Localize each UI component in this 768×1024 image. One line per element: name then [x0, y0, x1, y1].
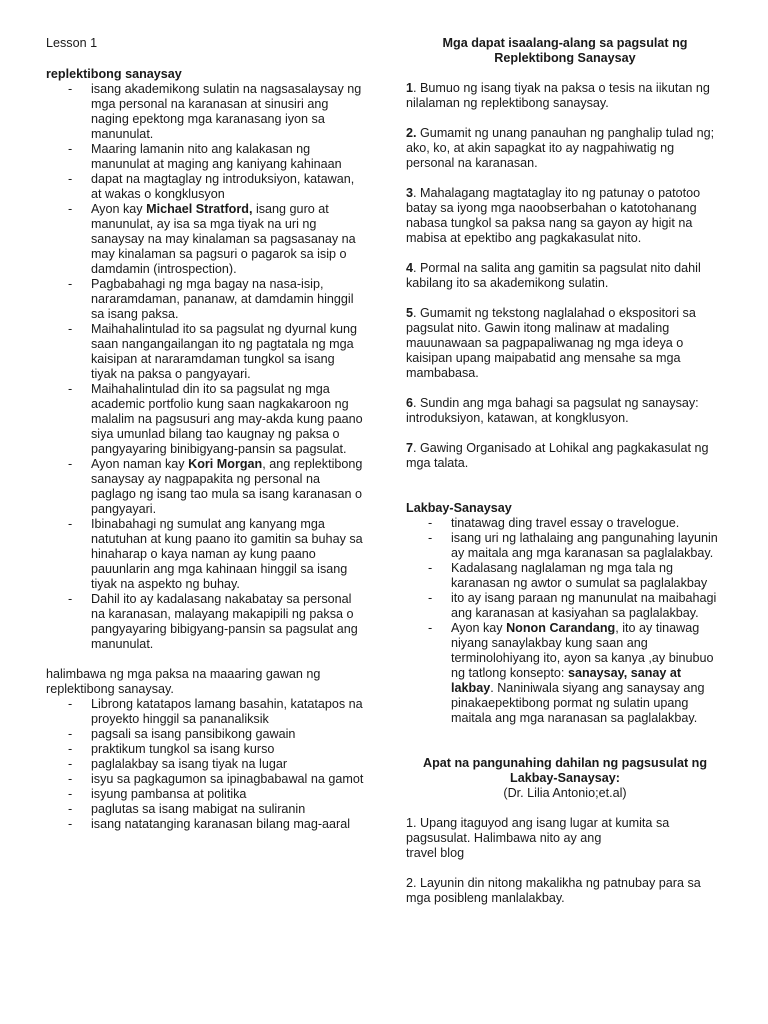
- author-name-stratford: Michael Stratford,: [146, 202, 253, 216]
- definition-list: [46, 82, 364, 652]
- list-item: - Maihahalintulad din ito sa pagsulat ng mga academic portfolio kung saan nagkakaroon ng malalim na pagsusuri ang may-akda kung paano siya umunlad bilang tao kaugnay ng paksa o pangyayaring binibigyang-pansin sa pagsulat.: [46, 382, 364, 457]
- list-item: - Ayon naman kay Kori Morgan, ang replektibong sanaysay ay nagpapakita ng personal na paglago ng isang tao mula sa isang karanasan o pangyayari.: [46, 457, 364, 517]
- section-title-replektibong-sanaysay: replektibong sanaysay: [46, 67, 182, 81]
- section-title-lakbay-sanaysay: Lakbay-Sanaysay: [406, 501, 512, 515]
- list-item: - isyu sa pagkagumon sa ipinagbabawal na gamot: [46, 772, 364, 787]
- reason-item: 2. Layunin din nitong makalikha ng patnubay para sa mga posibleng manlalakbay.: [406, 876, 701, 905]
- list-item: - Kadalasang naglalaman ng mga tala ng karanasan ng awtor o sumulat sa paglalakbay: [406, 561, 724, 591]
- reason-item: 1. Upang itaguyod ang isang lugar at kumita sa pagsusulat. Halimbawa nito ay ang travel blog: [406, 816, 670, 860]
- list-item: - isang akademikong sulatin na nagsasalaysay ng mga personal na karanasan at sinusiri ang naging epektong mga karanasang iyon sa manunulat.: [46, 82, 364, 142]
- lakbay-list: [406, 516, 724, 726]
- list-item: - ito ay isang paraan ng manunulat na maibahagi ang karanasan at kasiyahan sa paglalakbay.: [406, 591, 724, 621]
- examples-intro: halimbawa ng mga paksa na maaaring gawan ng replektibong sanaysay.: [46, 667, 321, 696]
- list-item: - Ayon kay Michael Stratford, isang guro at manunulat, ay isa sa mga tiyak na uri ng sanaysay na may kinalaman sa pagsasanay na may kinalaman sa pagsuri o pagarok sa isip o damdamin (introspection).: [46, 202, 364, 277]
- list-item: - Maihahalintulad ito sa pagsulat ng dyurnal kung saan nangangailangan ito ng pagtatala ng mga kaisipan at nararamdaman tungkol sa isang tiyak na paksa o pangyayari.: [46, 322, 364, 382]
- list-item: - praktikum tungkol sa isang kurso: [46, 742, 364, 757]
- numbered-item: 7. Gawing Organisado at Lohikal ang pagkakasulat ng mga talata.: [406, 441, 709, 470]
- list-item: - pagsali sa isang pansibikong gawain: [46, 727, 364, 742]
- list-item: - isyung pambansa at politika: [46, 787, 364, 802]
- numbered-item: 3. Mahalagang magtataglay ito ng patunay o patotoo batay sa iyong mga naoobserbahan o katotohanang nabasa tungkol sa paksa nang sa gayon ay higit na mabisa at epektibo ang pagkakasulat nito.: [406, 186, 701, 245]
- numbered-item: 1. Bumuo ng isang tiyak na paksa o tesis na iikutan ng nilalaman ng replektibong sanaysay.: [406, 81, 710, 110]
- author-name-carandang: Nonon Carandang: [506, 621, 616, 635]
- list-item: - Ibinabahagi ng sumulat ang kanyang mga natutuhan at kung paano ito gamitin sa buhay sa hinaharap o kaya naman ay kung paano pauunlarin ang mga kahinaan hinggil sa isang tiyak na aspekto ng buhay.: [46, 517, 364, 592]
- list-item: - Dahil ito ay kadalasang nakabatay sa personal na karanasan, malayang makapipili ng paksa o pangyayaring bibigyang-pansin sa pagsulat ang manunulat.: [46, 592, 364, 652]
- left-column: [46, 36, 364, 832]
- numbered-item: 6. Sundin ang mga bahagi sa pagsulat ng sanaysay: introduksiyon, katawan, at kongklusyon.: [406, 396, 699, 425]
- numbered-item: 4. Pormal na salita ang gamitin sa pagsulat nito dahil kabilang ito sa akademikong sulatin.: [406, 261, 701, 290]
- list-item: - Ayon kay Nonon Carandang, ito ay tinawag niyang sanaylakbay kung saan ang terminolohiyang ito, ayon sa kanya ,ay binubuo ng tatlong konsepto: sanaysay, sanay at lakbay. Naniniwala siyang ang sanaysay ang pinakaepektibong pormat ng sulatin upang maitala ang mga naranasan sa paglalakbay.: [406, 621, 724, 726]
- list-item: - isang uri ng lathalaing ang pangunahing layunin ay maitala ang mga karanasan sa paglalakbay.: [406, 531, 724, 561]
- numbered-item: 2. Gumamit ng unang panauhan ng panghalip tulad ng; ako, ko, at akin sapagkat ito ay nagpahiwatig ng personal na karanasan.: [406, 126, 715, 170]
- numbered-item: 5. Gumamit ng tekstong naglalahad o ekspositori sa pagsulat nito. Gawin itong malinaw at madaling mauunawaan sa pagpapaliwanag ng mga ideya o kaisipan upang maipabatid ang mensahe sa mga mambabasa.: [406, 306, 696, 380]
- list-item: - Librong katatapos lamang basahin, katatapos na proyekto hinggil sa pananaliksik: [46, 697, 364, 727]
- list-item: - paglutas sa isang mabigat na suliranin: [46, 802, 364, 817]
- list-item: - tinatawag ding travel essay o travelogue.: [406, 516, 724, 531]
- list-item: - isang natatanging karanasan bilang mag-aaral: [46, 817, 364, 832]
- list-item: - Maaring lamanin nito ang kalakasan ng manunulat at maging ang kaniyang kahinaan: [46, 142, 364, 172]
- section-title-considerations: Mga dapat isaalang-alang sa pagsulat ng Replektibong Sanaysay: [442, 36, 688, 65]
- list-item: - paglalakbay sa isang tiyak na lugar: [46, 757, 364, 772]
- concept-terms: sanaysay, sanay at lakbay: [451, 666, 682, 695]
- section-title-apat-na-dahilan: Apat na pangunahing dahilan ng pagsusulat ng Lakbay-Sanaysay:: [422, 756, 708, 785]
- lesson-label: Lesson 1: [46, 36, 98, 50]
- author-name-morgan: Kori Morgan: [188, 457, 263, 471]
- examples-list: [46, 697, 364, 832]
- source-citation: (Dr. Lilia Antonio;et.al): [503, 786, 627, 800]
- list-item: - Pagbabahagi ng mga bagay na nasa-isip, nararamdaman, pananaw, at damdamin hinggil sa isang paksa.: [46, 277, 364, 322]
- right-column: [406, 36, 724, 906]
- list-item: - dapat na magtaglay ng introduksiyon, katawan, at wakas o kongklusyon: [46, 172, 364, 202]
